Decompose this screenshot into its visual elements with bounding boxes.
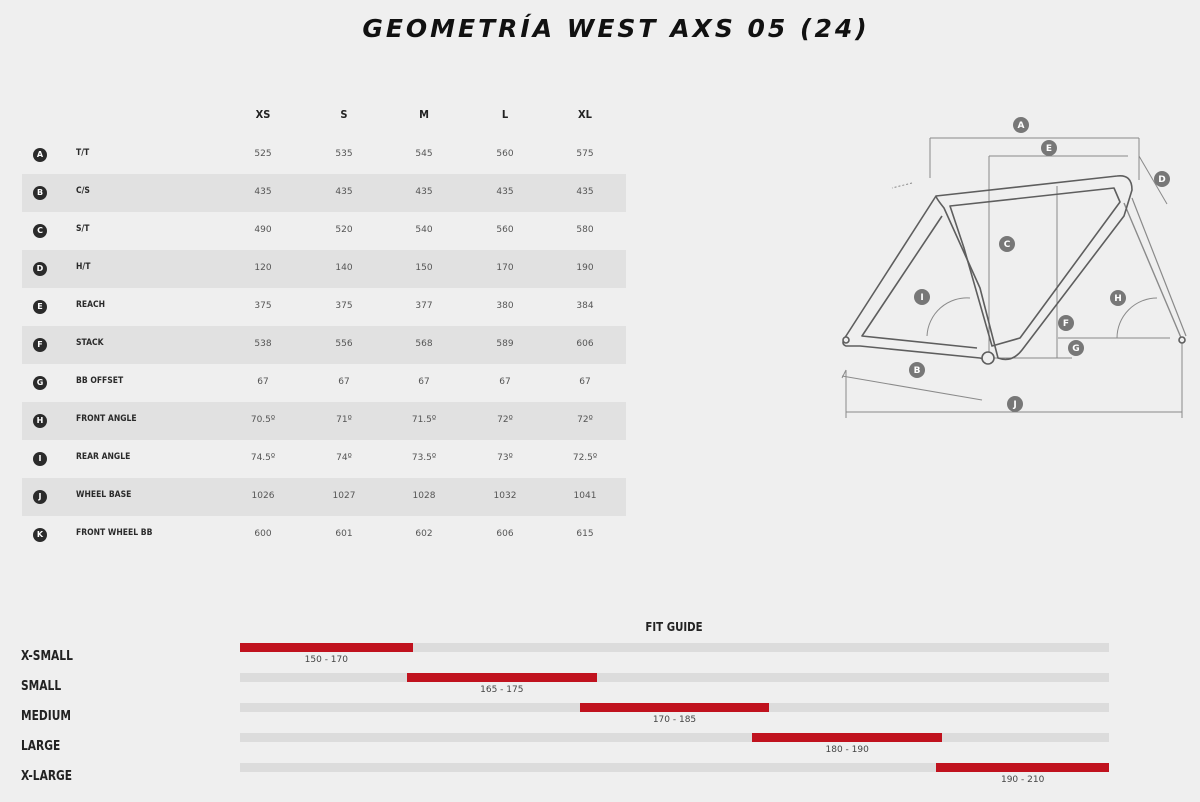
frame-geometry-diagram [832,108,1192,418]
measure-value: 1028 [412,491,436,501]
measure-value: 435 [496,187,514,197]
diagram-label-i-icon [914,289,930,305]
geometry-table [22,96,626,554]
measure-value: 568 [415,339,433,349]
table-row [22,288,626,326]
fit-size-label: X-LARGE [21,769,73,784]
measure-label: T/T [76,148,90,158]
table-row [22,212,626,250]
fit-size-label: SMALL [21,679,62,694]
measure-value: 525 [254,149,272,159]
measure-label: S/T [76,224,90,234]
measure-value: 606 [496,529,514,539]
measure-value: 575 [576,149,594,159]
fit-range-text: 150 - 170 [304,655,348,665]
diagram-label-b-icon [909,362,925,378]
measure-label: BB OFFSET [76,376,124,386]
measure-value: 1041 [573,491,597,501]
table-row [22,516,626,554]
measure-key-icon: D [33,262,47,276]
measure-value: 556 [335,339,353,349]
measure-value: 589 [496,339,514,349]
measure-value: 71º [336,415,352,425]
measure-value: 606 [576,339,594,349]
svg-text:D: D [1158,175,1166,185]
measure-value: 150 [415,263,433,273]
measure-value: 602 [415,529,433,539]
measure-label: REACH [76,300,106,310]
measure-value: 1027 [332,491,356,501]
table-row [22,326,626,364]
fit-size-label: MEDIUM [21,709,71,724]
size-header-xs: XS [255,108,271,121]
measure-value: 72º [497,415,513,425]
fit-range-bar [936,763,1109,772]
size-header-l: L [501,108,509,121]
table-row [22,174,626,212]
svg-text:B: B [913,366,921,376]
measure-value: 67 [579,377,591,387]
measure-key-icon: F [33,338,47,352]
measure-value: 67 [418,377,430,387]
measure-value: 72.5º [572,453,598,463]
fit-row [0,763,1200,793]
fit-range-bar [240,643,413,652]
measure-label: STACK [76,338,104,348]
measure-label: FRONT ANGLE [76,414,137,424]
measure-label: WHEEL BASE [76,490,132,500]
measure-value: 67 [338,377,350,387]
measure-value: 560 [496,225,514,235]
measure-value: 435 [254,187,272,197]
diagram-label-e-icon [1041,140,1057,156]
fit-row [0,733,1200,763]
fit-track [240,643,1109,665]
measure-value: 435 [335,187,353,197]
measure-label: REAR ANGLE [76,452,131,462]
measure-value: 540 [415,225,433,235]
measure-value: 74º [336,453,352,463]
measure-value: 580 [576,225,594,235]
measure-value: 170 [496,263,514,273]
diagram-label-c-icon [999,236,1015,252]
measure-value: 535 [335,149,353,159]
svg-text:J: J [1013,400,1017,410]
measure-value: 560 [496,149,514,159]
measure-value: 380 [496,301,514,311]
diagram-label-g-icon [1068,340,1084,356]
size-header-xl: XL [578,108,592,121]
size-header-m: M [419,108,429,121]
diagram-label-d-icon [1154,171,1170,187]
measure-key-icon: E [33,300,47,314]
fit-range-text: 180 - 190 [825,745,869,755]
measure-value: 375 [254,301,272,311]
diagram-label-f-icon [1058,315,1074,331]
measure-value: 67 [257,377,269,387]
measure-value: 601 [335,529,353,539]
measure-value: 73.5º [411,453,437,463]
measure-key-icon: A [33,148,47,162]
measure-key-icon: H [33,414,47,428]
measure-label: H/T [76,262,91,272]
measure-key-icon: K [33,528,47,542]
fit-row [0,643,1200,673]
measure-value: 67 [499,377,511,387]
measure-value: 71.5º [411,415,437,425]
fit-range-text: 170 - 185 [652,715,697,725]
fit-size-label: LARGE [21,739,61,754]
measure-value: 375 [335,301,353,311]
measure-key-icon: B [33,186,47,200]
table-row [22,440,626,478]
svg-text:E: E [1045,144,1053,154]
svg-text:H: H [1114,294,1122,304]
measure-value: 70.5º [250,415,276,425]
measure-value: 377 [415,301,433,311]
measure-value: 545 [415,149,433,159]
measure-value: 1026 [251,491,275,501]
svg-text:I: I [920,293,924,303]
fit-size-label: X-SMALL [21,649,73,664]
measure-value: 538 [254,339,272,349]
table-row [22,478,626,516]
measure-key-icon: I [33,452,47,466]
fit-row [0,703,1200,733]
fit-track [240,733,1109,755]
fit-range-bar [407,673,596,682]
measure-value: 120 [254,263,272,273]
table-row [22,364,626,402]
table-row [22,250,626,288]
measure-value: 140 [335,263,353,273]
svg-text:F: F [1062,319,1070,329]
fit-row [0,673,1200,703]
measure-value: 435 [415,187,433,197]
measure-value: 490 [254,225,272,235]
measure-value: 190 [576,263,594,273]
measure-value: 1032 [493,491,517,501]
fit-track [240,673,1109,695]
measure-key-icon: C [33,224,47,238]
fit-track [240,703,1109,725]
measure-key-icon: G [33,376,47,390]
measure-value: 520 [335,225,353,235]
fit-track [240,763,1109,785]
diagram-label-h-icon [1110,290,1126,306]
size-header-s: S [340,108,348,121]
measure-value: 615 [576,529,594,539]
fit-range-text: 190 - 210 [1000,775,1045,785]
measure-value: 600 [254,529,272,539]
measure-label: C/S [76,186,90,196]
measure-value: 73º [497,453,513,463]
measure-key-icon: J [33,490,47,504]
svg-text:G: G [1072,344,1080,354]
fit-range-bar [580,703,769,712]
table-row [22,402,626,440]
fit-range-text: 165 - 175 [480,685,524,695]
measure-value: 435 [576,187,594,197]
measure-value: 72º [577,415,593,425]
fit-guide-title: FIT GUIDE [645,620,703,634]
diagram-label-a-icon [1013,117,1029,133]
measure-value: 74.5º [250,453,276,463]
svg-text:C: C [1003,240,1011,250]
measure-value: 384 [576,301,594,311]
size-header-row [22,96,626,136]
page-title: GEOMETRÍA WEST AXS 05 (24) [362,14,870,43]
table-row [22,136,626,174]
diagram-label-j-icon [1007,396,1023,412]
measure-label: FRONT WHEEL BB [76,528,153,538]
fit-range-bar [752,733,941,742]
svg-text:A: A [1017,121,1025,131]
